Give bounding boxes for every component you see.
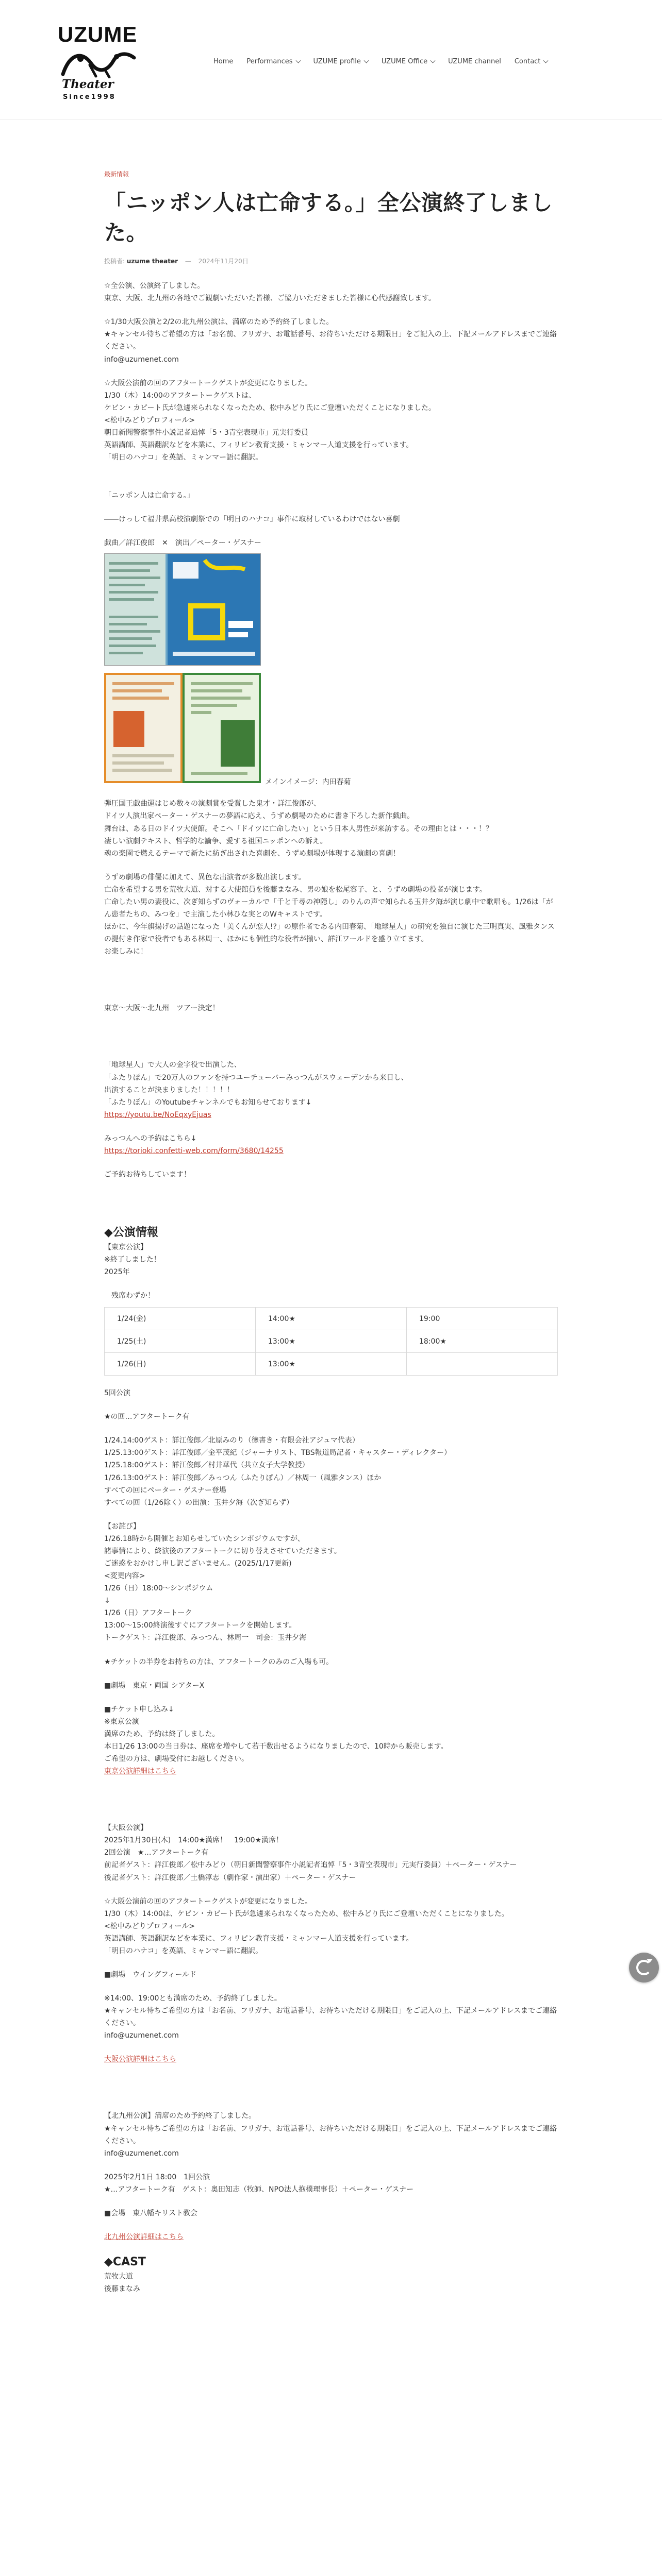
- site-logo[interactable]: [58, 24, 139, 101]
- poster-flyer-back-right: [183, 673, 261, 783]
- paragraph: ケビン・カピート氏が急遽来られなくなったため、松中みどり氏にご登壇いただくことになりました。: [104, 403, 436, 412]
- paragraph: 「明日のハナコ」を英語、ミャンマー語に翻訳。: [104, 1946, 263, 1955]
- nav-item-contact[interactable]: [515, 56, 548, 68]
- paragraph: 2025年2月1日 18:00 1回公演: [104, 2173, 210, 2181]
- nav-item-label: Contact: [514, 57, 541, 65]
- paragraph: 13:00～15:00終演後すぐにアフタートークを開始します。: [104, 1621, 296, 1630]
- post-author-link[interactable]: uzume theater: [126, 257, 178, 265]
- paragraph: 亡命したい男の妻役に、次ぎ知らずのヴォーカルで「千と千尋の神隠し」のりんの声で知られる玉井夕海が演じ劇中で歌唱も。1/26は「がん患者たちの、みつを」で主演した小林ひな実とのWキャストです。: [104, 897, 553, 919]
- post-category-link[interactable]: 最新情報: [104, 171, 129, 178]
- chevron-down-icon: [431, 58, 436, 63]
- paragraph: 1/30（木）14:00のアフタートークゲストは、: [104, 391, 256, 400]
- tokyo-detail-link[interactable]: 東京公演詳細はこちら: [104, 1767, 176, 1776]
- tokyo-schedule-table: [104, 1307, 558, 1376]
- table-cell: 1/24(金): [105, 1308, 256, 1330]
- paragraph: ■劇場 ウイングフィールド: [104, 1970, 197, 1979]
- few-seats-left: 残席わずか！: [111, 1292, 155, 1300]
- paragraph: ご予約お待ちしています！: [104, 1170, 191, 1179]
- poster-title-graphic: [168, 554, 261, 666]
- paragraph: 1/25.13:00ゲスト：詳江俊郎／金平茂紀（ジャーナリスト、TBS報道局記者・キャスター・ディレクター）: [104, 1449, 451, 1458]
- paragraph: 【大阪公演】: [104, 1824, 147, 1833]
- refresh-icon[interactable]: [629, 1953, 659, 1982]
- table-row: [105, 1330, 558, 1353]
- paragraph: 魂の楽園で燃えるテーマで新たに紡ぎ出された喜劇を、うずめ劇場が体現する演劇の喜劇！: [104, 849, 400, 858]
- poster-pair-images[interactable]: [104, 673, 558, 786]
- meta-author-prefix: 投稿者:: [104, 257, 125, 265]
- paragraph: 凄しい演劇テキスト、哲学的な論争、愛する祖国ニッポンへの訴え。: [104, 837, 327, 845]
- table-cell: [407, 1353, 558, 1376]
- logo-text-top: UZUME: [58, 22, 138, 46]
- paragraph: 1/26（日）18:00～シンポジウム: [104, 1584, 213, 1593]
- osaka-detail-link[interactable]: 大阪公演詳細はこちら: [104, 2055, 176, 2064]
- nav-item-uzume-channel[interactable]: [448, 56, 501, 68]
- kitakyushu-detail-link[interactable]: 北九州公演詳細はこちら: [104, 2232, 184, 2241]
- nav-item-home[interactable]: [213, 56, 233, 68]
- paragraph: お楽しみに！: [104, 947, 147, 956]
- paragraph: すべての回にペーター・ゲスナー登場: [104, 1486, 226, 1495]
- paragraph: <松中みどりプロフィール>: [104, 416, 195, 425]
- paragraph: 英語講師、英語翻訳などを本業に、フィリピン教育支援・ミャンマー人道支援を行っています。: [104, 441, 413, 450]
- paragraph: 「明日のハナコ」を英語、ミャンマー語に翻訳。: [104, 453, 263, 462]
- post-content: [104, 169, 558, 2295]
- paragraph: ★の回…アフタートーク有: [104, 1413, 190, 1421]
- paragraph: 亡命を希望する男を荒牧大道、対する大使館員を後藤まなみ、男の娘を松尾容子、と、うずめ劇場の役者が演じます。: [104, 885, 487, 894]
- paragraph: 2025年1月30日(木) 14:00★満席！ 19:00★満席！: [104, 1836, 284, 1845]
- post-meta: [104, 256, 558, 267]
- tour-announcement: 東京～大阪～北九州 ツアー決定！: [104, 1004, 220, 1013]
- paragraph: 本日1/26 13:00の当日券は、座席を増やして若干数出せるようになりましたので、10時から販売します。: [104, 1742, 448, 1751]
- paragraph: みっつんへの予約はこちら↓: [104, 1134, 197, 1143]
- paragraph: 【北九州公演】満席のため予約終了しました。: [104, 2112, 256, 2121]
- paragraph: ★チケットの半券をお持ちの方は、アフタートークのみのご入場も可。: [104, 1657, 334, 1666]
- paragraph: 弾圧国王戯曲運はじめ数々の演劇賞を受賞した鬼才・詳江俊郎が、: [104, 800, 321, 808]
- table-cell: 1/25(土): [105, 1330, 256, 1353]
- paragraph: すべての回（1/26除く）の出演：玉井夕海（次ぎ知らず）: [104, 1498, 294, 1507]
- nav-item-uzume-profile[interactable]: [313, 56, 368, 68]
- play-title: 「ニッポン人は亡命する。」: [104, 492, 194, 500]
- paragraph: トークゲスト：詳江俊郎、みっつん、林周一 司会：玉井夕海: [104, 1634, 307, 1642]
- main-visual-caption: メインイメージ：内田春菊: [265, 778, 351, 787]
- paragraph: ↓: [104, 1597, 110, 1605]
- nav-item-label: UZUME profile: [313, 57, 361, 65]
- paragraph: ★…アフタートーク有 ゲスト：奥田知志（牧師、NPO法人抱樸理事長）＋ペーター・ゲスナー: [104, 2185, 414, 2194]
- paragraph: 【お詫び】: [104, 1522, 140, 1531]
- paragraph: 1/25.18:00ゲスト：詳江俊郎／村井華代（共立女子大学教授）: [104, 1461, 309, 1470]
- paragraph: 2回公演 ★…アフタートーク有: [104, 1849, 209, 1857]
- post-title: 「ニッポン人は亡命する。」全公演終了しました。: [104, 190, 553, 245]
- poster-flyer-front: [104, 553, 261, 666]
- mittsun-reservation-link[interactable]: https://torioki.confetti-web.com/form/3680/14255: [104, 1146, 284, 1155]
- paragraph: 1/26.13:00ゲスト：詳江俊郎／みっつん（ふたりぽん）／林周一（風雅タンス）ほか: [104, 1473, 382, 1482]
- paragraph: 英語講師、英語翻訳などを本業に、フィリピン教育支援・ミャンマー人道支援を行っています。: [104, 1934, 413, 1943]
- paragraph: ドイツ人演出家ペーター・ゲスナーの夢語に応え、うずめ劇場のために書き下ろした新作戯曲。: [104, 812, 415, 821]
- main-nav: [213, 56, 561, 68]
- meta-divider: —: [185, 257, 191, 265]
- site-header: [0, 0, 662, 120]
- paragraph: ★キャンセル待ちご希望の方は「お名前、フリガナ、お電話番号、お待ちいただける期限日」をご記入の上、下記メールアドレスまでご連絡ください。: [104, 330, 557, 351]
- paragraph: ご迷惑をおかけし申し訳ございません。(2025/1/17更新): [104, 1560, 292, 1568]
- paragraph: ■会場 東八幡キリスト教会: [104, 2209, 197, 2217]
- paragraph: 出演することが決まりました！！！！！: [104, 1086, 234, 1094]
- logo-text-bottom: Theater: [62, 77, 114, 91]
- nav-item-label: Home: [213, 57, 234, 65]
- poster-flyer-back-left: [104, 673, 183, 783]
- paragraph: 朝日新聞警察事件小説記者追悼「5・3青空表現市」元実行委員: [104, 428, 308, 437]
- paragraph: 2025年: [104, 1268, 130, 1276]
- paragraph: 「ふたりぽん」のYoutubeチャンネルでもお知らせております↓: [104, 1098, 312, 1107]
- logo-figure-icon: [60, 47, 137, 78]
- play-credits: 戯曲／詳江俊郎 ✕ 演出／ペーター・ゲスナー: [104, 539, 261, 548]
- paragraph: 後記者ゲスト：詳江俊郎／土橋淳志（劇作家・演出家）＋ペーター・ゲスナー: [104, 1873, 356, 1882]
- paragraph: 諸事情により、終演後のアフタートークに切り替えさせていただきます。: [104, 1547, 341, 1555]
- chevron-down-icon: [295, 58, 301, 63]
- paragraph: 「地球星人」で大人の金字役で出演した、: [104, 1061, 241, 1070]
- paragraph: ほかに、今年旗揚げの話題になった「美くんが恋人!?」の原作者である内田春菊、「地球星人」の研究を独自に演じた三明真実、風雅タンスの提付き作家で役者でもある林周一、ほかにも個性的な役者が揃い、詳江ワールドを盛り立てます。: [104, 923, 555, 944]
- nav-item-performances[interactable]: [246, 56, 300, 68]
- post-date: 2024年11月20日: [198, 257, 249, 265]
- table-cell: 19:00: [407, 1308, 558, 1330]
- table-row: [105, 1353, 558, 1376]
- logo-since: Since1998: [63, 93, 116, 101]
- table-cell: 13:00★: [256, 1353, 407, 1376]
- paragraph: <変更内容>: [104, 1572, 145, 1581]
- paragraph: ■チケット申し込み↓: [104, 1705, 174, 1714]
- paragraph: 前記者ゲスト：詳江俊郎／松中みどり（朝日新聞警察事件小説記者追悼「5・3青空表現市」元実行委員）＋ペーター・ゲスナー: [104, 1861, 517, 1870]
- email-text: info@uzumenet.com: [104, 355, 179, 364]
- table-row: [105, 1308, 558, 1330]
- paragraph: ☆1/30大阪公演と2/2の北九州公演は、満席のため予約終了しました。: [104, 318, 334, 327]
- chevron-down-icon: [543, 58, 549, 63]
- info-heading: ◆公演情報: [104, 1226, 158, 1240]
- chevron-down-icon: [363, 58, 369, 63]
- table-cell: 14:00★: [256, 1308, 407, 1330]
- poster-main-image[interactable]: [104, 553, 558, 667]
- paragraph: ※14:00、19:00とも満席のため、予約終了しました。: [104, 1994, 282, 2003]
- cast-name: 荒牧大道: [104, 2272, 133, 2281]
- paragraph: 東京、大阪、北九州の各地でご観劇いただいた皆様、ご協力いただきました皆様に心代感謝致します。: [104, 294, 436, 303]
- paragraph: ☆全公演、公演終了しました。: [104, 282, 205, 291]
- paragraph: 【東京公演】: [104, 1243, 147, 1251]
- youtube-link[interactable]: https://youtu.be/NoEqxyEjuas: [104, 1110, 211, 1119]
- paragraph: ■劇場 東京・両国 シアターX: [104, 1681, 205, 1690]
- paragraph: 「ふたりぽん」で20万人のファンを持つユーチューバーみっつんがスウェーデンから来日し、: [104, 1073, 408, 1082]
- paragraph: ☆大阪公演前の回のアフタートークゲストが変更になりました。: [104, 379, 312, 387]
- cast-heading: ◆CAST: [104, 2256, 146, 2269]
- table-cell: 18:00★: [407, 1330, 558, 1353]
- cast-name: 後藤まなみ: [104, 2284, 140, 2293]
- paragraph: ★キャンセル待ちご希望の方は「お名前、フリガナ、お電話番号、お待ちいただける期限日」をご記入の上、下記メールアドレスまでご連絡ください。: [104, 2007, 557, 2028]
- paragraph: ★キャンセル待ちご希望の方は「お名前、フリガナ、お電話番号、お待ちいただける期限日」をご記入の上、下記メールアドレスまでご連絡ください。: [104, 2124, 557, 2145]
- nav-item-label: Performances: [246, 57, 293, 65]
- nav-item-uzume-office[interactable]: [382, 56, 435, 68]
- paragraph: ※東京公演: [104, 1717, 139, 1726]
- paragraph: ご希望の方は、劇場受付にお越しください。: [104, 1755, 249, 1764]
- email-text: info@uzumenet.com: [104, 2149, 179, 2158]
- paragraph: ☆大阪公演前の回のアフタートークゲストが変更になりました。: [104, 1897, 312, 1906]
- nav-item-label: UZUME channel: [448, 57, 501, 65]
- paragraph: 1/24.14:00ゲスト：詳江俊郎／北原みのり（徳書き・有限会社アジュマ代表）: [104, 1436, 359, 1445]
- paragraph: 1/26（日）アフタートーク: [104, 1609, 192, 1618]
- paragraph: 1/30（木）14:00は、ケビン・カピート氏が急遽来られなくなったため、松中みどり氏にご登壇いただくことになりました。: [104, 1909, 509, 1918]
- nav-item-label: UZUME Office: [381, 57, 428, 65]
- paragraph: 舞台は、ある日のドイツ大使館。そこへ「ドイツに亡命したい」という日本人男性が来訪する。その理由とは・・・！？: [104, 824, 493, 833]
- post-body: [104, 280, 558, 2295]
- paragraph: うずめ劇場の俳優に加えて、異色な出演者が多数出演します。: [104, 873, 306, 882]
- table-cell: 13:00★: [256, 1330, 407, 1353]
- paragraph: 満席のため、予約は終了しました。: [104, 1730, 220, 1738]
- table-cell: 1/26(日): [105, 1353, 256, 1376]
- paragraph: ※終了しました！: [104, 1255, 161, 1264]
- paragraph: 1/26.18時から開催とお知らせしていたシンポジウムですが、: [104, 1534, 305, 1543]
- play-subtitle: ――けっして福井県高校演劇祭での「明日のハナコ」事件に取材しているわけではない喜劇: [104, 515, 400, 524]
- paragraph: <松中みどりプロフィール>: [104, 1922, 195, 1930]
- paragraph: 5回公演: [104, 1389, 130, 1398]
- email-text: info@uzumenet.com: [104, 2031, 179, 2040]
